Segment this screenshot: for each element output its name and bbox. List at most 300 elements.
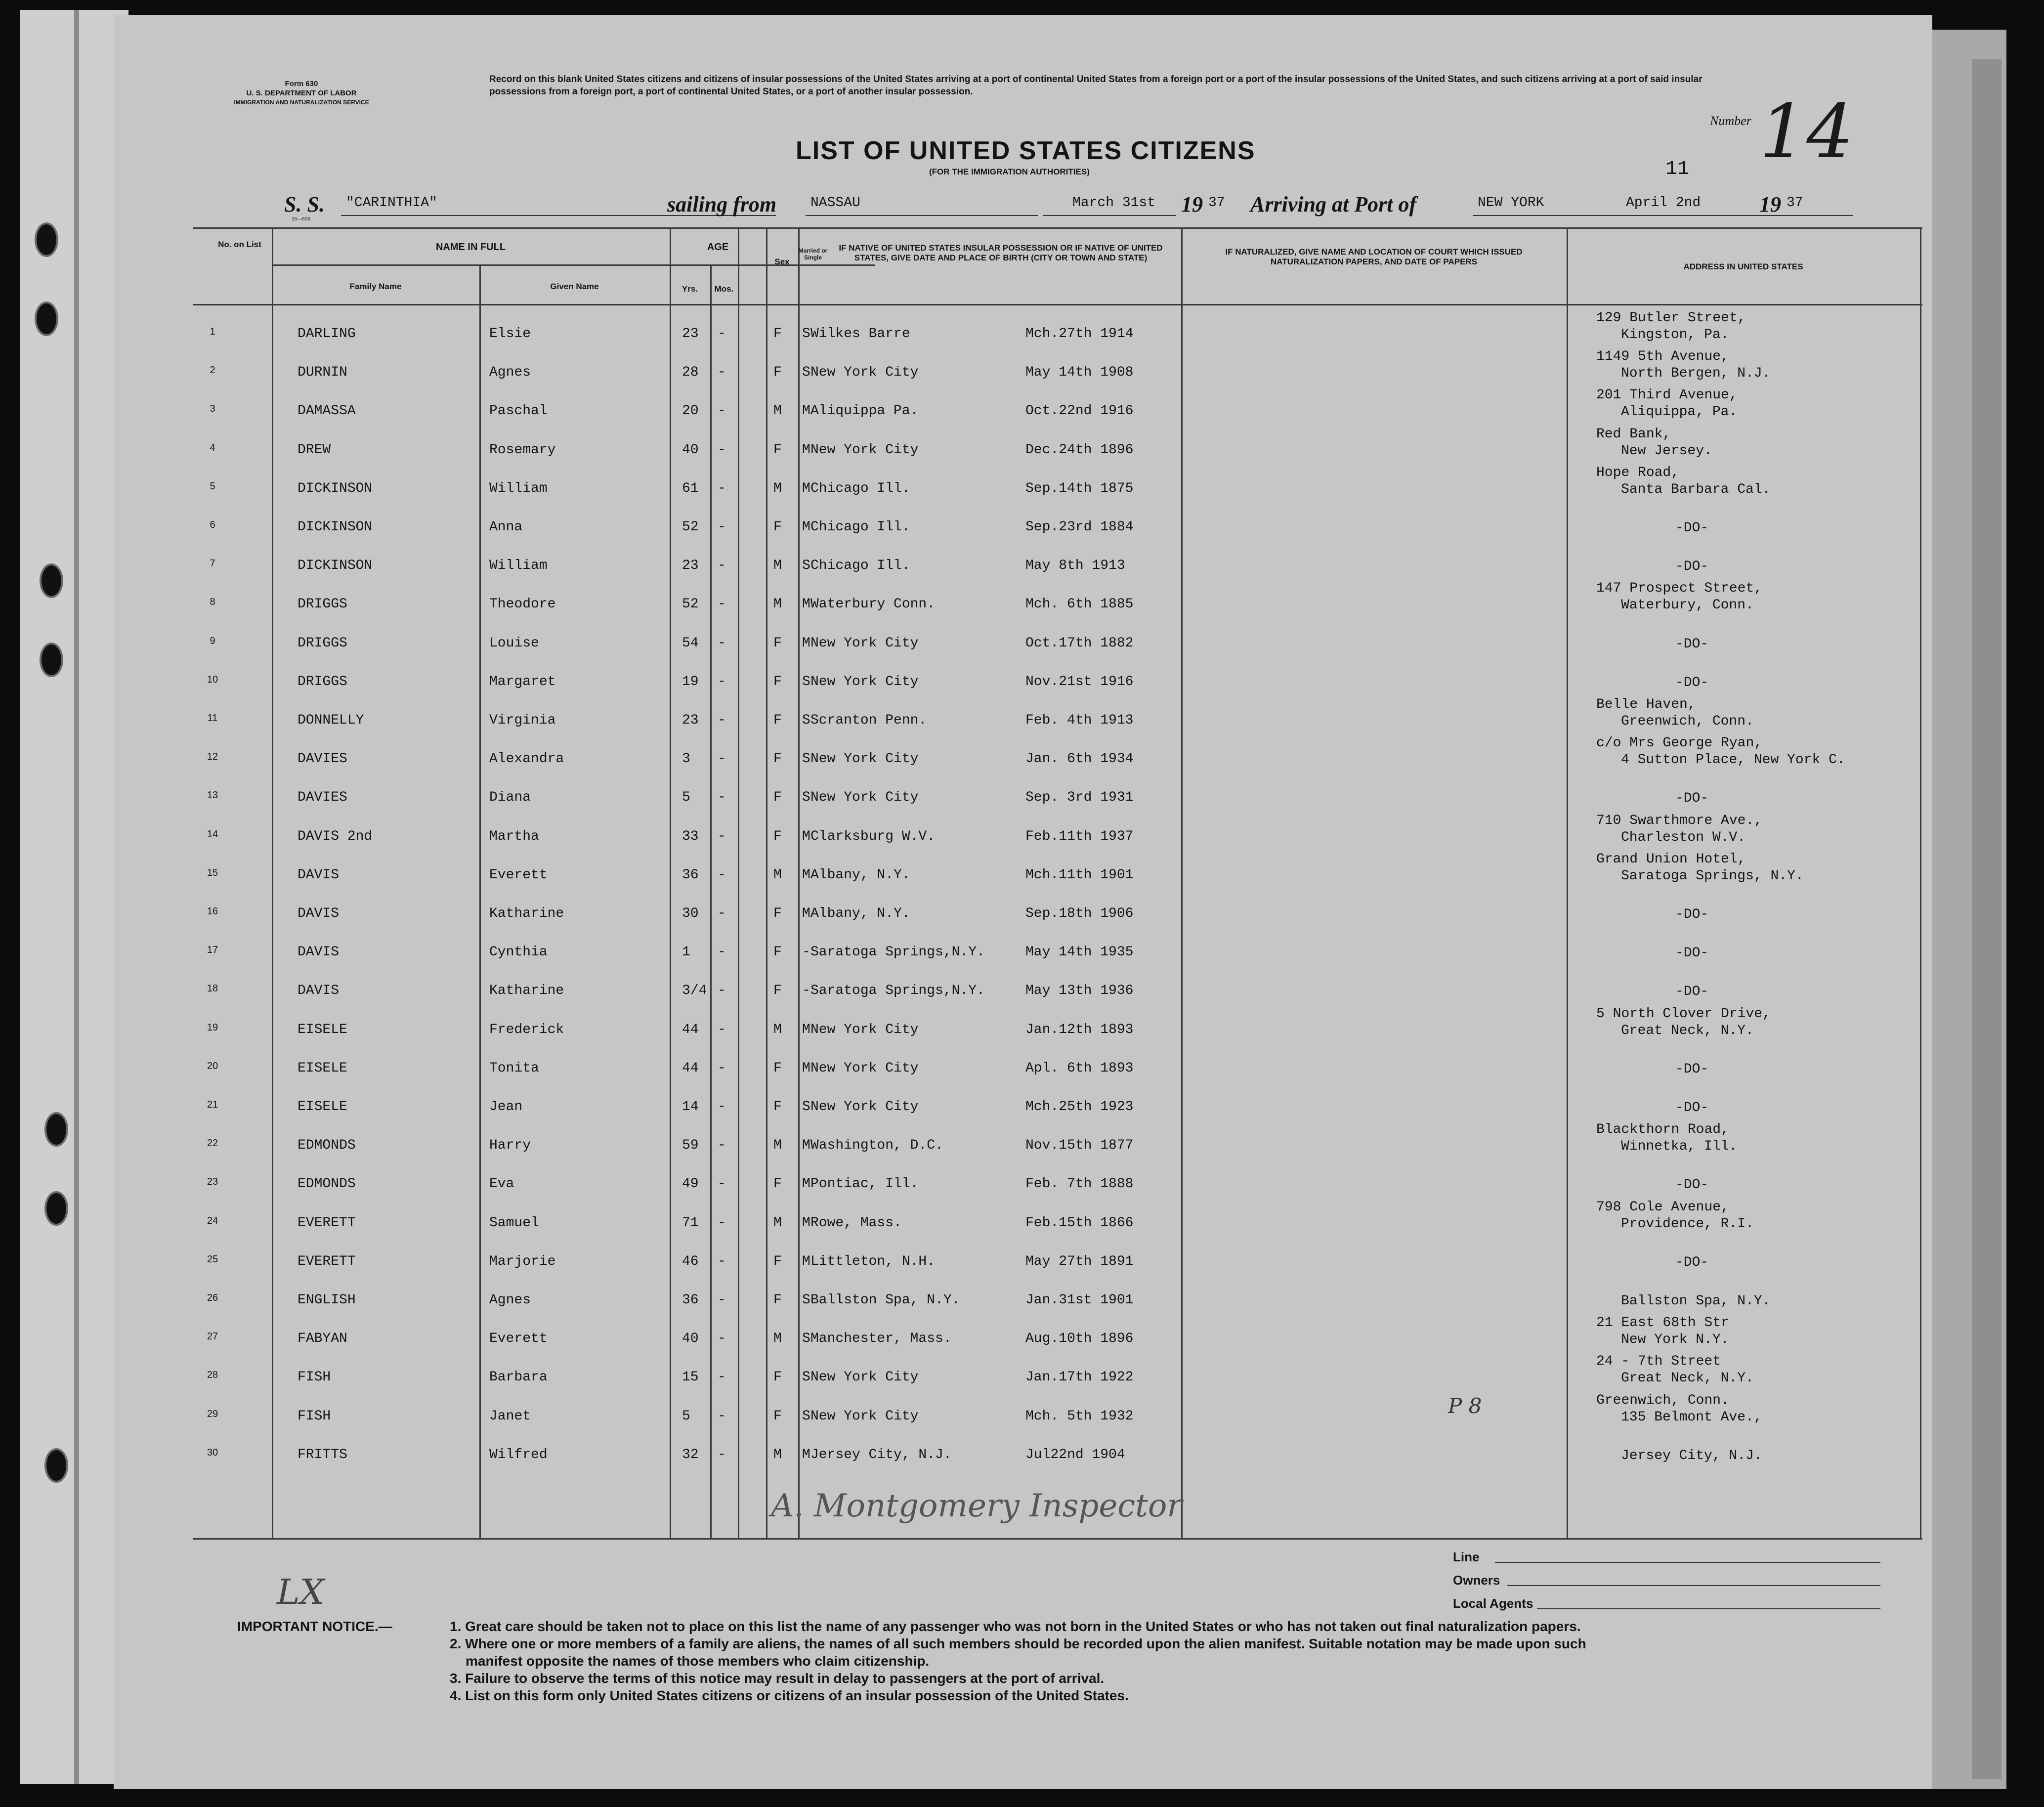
birth-place: New York City xyxy=(810,1099,919,1115)
sex: F xyxy=(773,906,782,921)
family-name: FISH xyxy=(298,1408,331,1424)
family-name: FABYAN xyxy=(298,1331,347,1347)
age-months: - xyxy=(718,983,726,999)
birth-date: Feb. 7th 1888 xyxy=(1025,1176,1134,1192)
age-months: - xyxy=(718,326,726,342)
row-number: 10 xyxy=(207,674,218,685)
sex: M xyxy=(773,597,782,612)
sex: F xyxy=(773,828,782,844)
address-line-2: Aliquippa, Pa. xyxy=(1621,404,1738,420)
family-name: DAMASSA xyxy=(298,403,356,419)
col-divider xyxy=(738,227,739,1540)
birth-place: New York City xyxy=(810,674,919,689)
marital-status: M xyxy=(802,1176,810,1192)
birth-place: Chicago Ill. xyxy=(810,558,910,574)
address-line-2: Great Neck, N.Y. xyxy=(1621,1023,1754,1038)
arrival-year: 37 xyxy=(1787,195,1803,211)
age-years: 52 xyxy=(682,519,699,535)
header-bottom-border xyxy=(193,304,1922,305)
given-name: Wilfred xyxy=(489,1447,548,1463)
age-years: 3 xyxy=(682,751,690,767)
family-name: DAVIS 2nd xyxy=(298,828,373,844)
header-birth: IF NATIVE OF UNITED STATES INSULAR POSSESSION OR IF NATIVE OF UNITED STATES, GIVE DATE AND PLACE OF BIRTH (CITY OR TOWN AND STATE) xyxy=(839,243,1163,262)
ship-name: "CARINTHIA" xyxy=(346,195,437,211)
family-name: EISELE xyxy=(298,1022,347,1037)
birth-date: May 8th 1913 xyxy=(1025,558,1125,574)
binder-hole xyxy=(35,222,58,257)
address-line-2: Santa Barbara Cal. xyxy=(1621,481,1771,497)
header-family-name: Family Name xyxy=(349,282,402,291)
sex: F xyxy=(773,635,782,651)
row-number: 16 xyxy=(207,906,218,917)
address-line-2: -DO- xyxy=(1675,907,1709,922)
col-divider xyxy=(479,264,481,1540)
birth-date: Mch.27th 1914 xyxy=(1025,326,1134,342)
departure-year-prefix: 19 xyxy=(1181,192,1203,216)
birth-date: Sep. 3rd 1931 xyxy=(1025,790,1134,806)
birth-place: Saratoga Springs,N.Y. xyxy=(810,945,985,960)
given-name: William xyxy=(489,480,548,496)
age-years: 15 xyxy=(682,1370,699,1385)
given-name: Anna xyxy=(489,519,523,535)
row-number: 2 xyxy=(210,365,215,376)
age-months: - xyxy=(718,1447,726,1463)
sex: F xyxy=(773,1292,782,1308)
birth-date: May 14th 1935 xyxy=(1025,945,1134,960)
family-name: DARLING xyxy=(298,326,356,342)
record-instructions: Record on this blank United States citizens and citizens of insular possessions of the United States arriving at a port of continental United States from a foreign port or a port of the insular possessions of the United States, and such citizens arriving at a port of said insular possessions from a foreign port, a port of continental United States, or a port of another insular possession. xyxy=(489,74,1703,97)
row-number: 18 xyxy=(207,983,218,994)
page-note: P 8 xyxy=(1448,1394,1482,1418)
marital-status: S xyxy=(802,1370,810,1385)
marital-status: M xyxy=(802,1060,810,1076)
row-number: 6 xyxy=(210,519,215,530)
age-months: - xyxy=(718,403,726,419)
birth-date: Apl. 6th 1893 xyxy=(1025,1060,1134,1076)
address-line-2: 4 Sutton Place, New York C. xyxy=(1621,752,1845,768)
marital-status: M xyxy=(802,519,810,535)
address-line-2: -DO- xyxy=(1675,1254,1709,1270)
form-number: Form 630 xyxy=(285,80,318,88)
birth-place: New York City xyxy=(810,790,919,806)
birth-date: Jul22nd 1904 xyxy=(1025,1447,1125,1463)
address-line-2: -DO- xyxy=(1675,636,1709,652)
family-name: DICKINSON xyxy=(298,480,373,496)
address-line-2: -DO- xyxy=(1675,946,1709,961)
marital-status: S xyxy=(802,751,810,767)
page-subtitle: (FOR THE IMMIGRATION AUTHORITIES) xyxy=(929,167,1090,176)
age-years: 1 xyxy=(682,945,690,960)
address-line-1: 1149 5th Avenue, xyxy=(1596,349,1729,365)
marital-status: S xyxy=(802,713,810,728)
row-number: 1 xyxy=(210,326,215,337)
marital-status: M xyxy=(802,597,810,612)
age-months: - xyxy=(718,519,726,535)
birth-date: Aug.10th 1896 xyxy=(1025,1331,1134,1347)
sex: F xyxy=(773,674,782,689)
age-years: 14 xyxy=(682,1099,699,1115)
owners-label: Owners xyxy=(1453,1573,1500,1588)
address-line-2: 135 Belmont Ave., xyxy=(1621,1409,1762,1425)
marital-status: M xyxy=(802,1022,810,1037)
address-line-2: Saratoga Springs, N.Y. xyxy=(1621,868,1804,884)
sex: M xyxy=(773,1022,782,1037)
family-name: DREW xyxy=(298,442,331,458)
family-name: DICKINSON xyxy=(298,558,373,574)
address-line-2: Winnetka, Ill. xyxy=(1621,1139,1738,1155)
arrival-date: April 2nd xyxy=(1626,195,1701,211)
family-name: EDMONDS xyxy=(298,1176,356,1192)
age-months: - xyxy=(718,365,726,381)
col-divider xyxy=(766,227,767,1540)
marital-status: S xyxy=(802,365,810,381)
given-name: Tonita xyxy=(489,1060,539,1076)
sailing-label: sailing from xyxy=(667,192,777,216)
sex: F xyxy=(773,790,782,806)
given-name: Harry xyxy=(489,1138,531,1154)
notice-item: manifest opposite the names of those members who claim citizenship. xyxy=(466,1653,930,1669)
col-divider xyxy=(272,227,273,1540)
given-name: Diana xyxy=(489,790,531,806)
col-divider xyxy=(710,264,712,1540)
given-name: Agnes xyxy=(489,365,531,381)
sex: F xyxy=(773,1099,782,1115)
sex: M xyxy=(773,558,782,574)
marital-status: M xyxy=(802,1253,810,1269)
age-years: 52 xyxy=(682,597,699,612)
birth-place: Wilkes Barre xyxy=(810,326,910,342)
birth-place: New York City xyxy=(810,751,919,767)
age-years: 30 xyxy=(682,906,699,921)
marital-status: M xyxy=(802,480,810,496)
binder-hole xyxy=(40,643,63,677)
col-divider xyxy=(1567,227,1568,1540)
address-line-2: New Jersey. xyxy=(1621,443,1712,459)
birth-date: Oct.17th 1882 xyxy=(1025,635,1134,651)
row-number: 14 xyxy=(207,828,218,840)
given-name: Paschal xyxy=(489,403,548,419)
family-name: EVERETT xyxy=(298,1253,356,1269)
address-line-1: 798 Cole Avenue, xyxy=(1596,1199,1729,1215)
age-months: - xyxy=(718,790,726,806)
address-line-2: -DO- xyxy=(1675,1061,1709,1077)
sex: F xyxy=(773,1408,782,1424)
header-years: Yrs. xyxy=(681,284,698,294)
age-years: 33 xyxy=(682,828,699,844)
marital-status: S xyxy=(802,790,810,806)
address-line-2: -DO- xyxy=(1675,675,1709,690)
age-years: 59 xyxy=(682,1138,699,1154)
age-years: 28 xyxy=(682,365,699,381)
birth-place: New York City xyxy=(810,442,919,458)
header-naturalized: IF NATURALIZED, GIVE NAME AND LOCATION OF COURT WHICH ISSUED NATURALIZATION PAPERS, AND DATE OF PAPERS xyxy=(1225,247,1523,266)
birth-place: New York City xyxy=(810,1060,919,1076)
marital-status: S xyxy=(802,674,810,689)
sex: F xyxy=(773,1176,782,1192)
binder-hole xyxy=(44,1112,68,1147)
given-name: Alexandra xyxy=(489,751,564,767)
birth-date: Mch.11th 1901 xyxy=(1025,867,1134,883)
notice-label: IMPORTANT NOTICE.— xyxy=(237,1619,392,1634)
birth-place: New York City xyxy=(810,1370,919,1385)
birth-date: Jan. 6th 1934 xyxy=(1025,751,1134,767)
address-line-1: Hope Road, xyxy=(1596,465,1680,480)
marital-status: M xyxy=(802,403,810,419)
birth-place: Jersey City, N.J. xyxy=(810,1447,952,1463)
birth-date: Nov.15th 1877 xyxy=(1025,1138,1134,1154)
age-months: - xyxy=(718,1138,726,1154)
sex: M xyxy=(773,1138,782,1154)
sheet-number: 14 xyxy=(1759,89,1854,175)
birth-place: Aliquippa Pa. xyxy=(810,403,919,419)
birth-place: Washington, D.C. xyxy=(810,1138,943,1154)
address-line-1: 129 Butler Street, xyxy=(1596,310,1746,326)
age-years: 46 xyxy=(682,1253,699,1269)
marital-status: - xyxy=(802,983,810,999)
service-name: IMMIGRATION AND NATURALIZATION SERVICE xyxy=(234,99,369,106)
age-years: 3/4 xyxy=(682,983,707,999)
birth-place: Rowe, Mass. xyxy=(810,1215,902,1231)
line-label: Line xyxy=(1453,1549,1480,1564)
family-name: FISH xyxy=(298,1370,331,1385)
given-name: Barbara xyxy=(489,1370,548,1385)
birth-date: Feb.15th 1866 xyxy=(1025,1215,1134,1231)
row-number: 30 xyxy=(207,1447,218,1458)
row-number: 27 xyxy=(207,1331,218,1342)
birth-place: New York City xyxy=(810,365,919,381)
address-line-2: Waterbury, Conn. xyxy=(1621,598,1754,613)
sex: F xyxy=(773,442,782,458)
address-line-1: Greenwich, Conn. xyxy=(1596,1392,1729,1408)
age-months: - xyxy=(718,1060,726,1076)
marital-status: S xyxy=(802,326,810,342)
header-months: Mos. xyxy=(714,284,734,294)
birth-date: Mch.25th 1923 xyxy=(1025,1099,1134,1115)
age-months: - xyxy=(718,1408,726,1424)
sex: F xyxy=(773,1253,782,1269)
binder-hole xyxy=(44,1191,68,1226)
sex: F xyxy=(773,1060,782,1076)
departure-port: NASSAU xyxy=(810,195,860,211)
departure-date-line xyxy=(1043,215,1176,216)
row-number: 29 xyxy=(207,1408,218,1420)
ss-label: S. S. xyxy=(284,192,325,216)
address-line-1: Belle Haven, xyxy=(1596,697,1696,712)
sex: M xyxy=(773,867,782,883)
given-name: William xyxy=(489,558,548,574)
arrival-port: NEW YORK xyxy=(1478,195,1544,211)
address-line-2: Ballston Spa, N.Y. xyxy=(1621,1293,1771,1309)
given-name: Eva xyxy=(489,1176,514,1192)
address-line-1: Red Bank, xyxy=(1596,426,1671,442)
marital-status: M xyxy=(802,1138,810,1154)
age-months: - xyxy=(718,1176,726,1192)
row-number: 22 xyxy=(207,1138,218,1149)
given-name: Janet xyxy=(489,1408,531,1424)
departure-date: March 31st xyxy=(1072,195,1156,211)
header-name-in-full: NAME IN FULL xyxy=(435,242,506,253)
address-line-1: 147 Prospect Street, xyxy=(1596,581,1763,597)
birth-date: Nov.21st 1916 xyxy=(1025,674,1134,689)
col-divider xyxy=(1181,227,1183,1540)
age-months: - xyxy=(718,1099,726,1115)
birth-date: May 27th 1891 xyxy=(1025,1253,1134,1269)
birth-place: Waterbury Conn. xyxy=(810,597,936,612)
given-name: Everett xyxy=(489,867,548,883)
birth-date: Jan.12th 1893 xyxy=(1025,1022,1134,1037)
birth-place: Chicago Ill. xyxy=(810,480,910,496)
birth-date: Dec.24th 1896 xyxy=(1025,442,1134,458)
owners-field xyxy=(1507,1585,1880,1586)
age-years: 49 xyxy=(682,1176,699,1192)
row-number: 15 xyxy=(207,867,218,878)
number-label: Number xyxy=(1710,114,1751,128)
age-months: - xyxy=(718,751,726,767)
row-number: 13 xyxy=(207,790,218,801)
age-years: 23 xyxy=(682,326,699,342)
birth-place: Albany, N.Y. xyxy=(810,867,910,883)
departure-year: 37 xyxy=(1208,195,1225,211)
marital-status: M xyxy=(802,442,810,458)
sex: M xyxy=(773,1215,782,1231)
printer-note: 16—606 xyxy=(292,216,310,222)
sex: F xyxy=(773,713,782,728)
birth-date: May 14th 1908 xyxy=(1025,365,1134,381)
age-years: 20 xyxy=(682,403,699,419)
marital-status: M xyxy=(802,867,810,883)
age-months: - xyxy=(718,558,726,574)
age-months: - xyxy=(718,674,726,689)
birth-date: Sep.23rd 1884 xyxy=(1025,519,1134,535)
address-line-1: Grand Union Hotel, xyxy=(1596,851,1746,867)
birth-date: Feb.11th 1937 xyxy=(1025,828,1134,844)
adjacent-page-edge xyxy=(1972,59,2001,1779)
header-address: ADDRESS IN UNITED STATES xyxy=(1683,262,1803,271)
age-months: - xyxy=(718,635,726,651)
address-line-2: -DO- xyxy=(1675,791,1709,807)
margin-mark: LX xyxy=(277,1572,325,1612)
address-line-2: Greenwich, Conn. xyxy=(1621,714,1754,729)
notice-item: 3. Failure to observe the terms of this notice may result in delay to passengers at the port of arrival. xyxy=(450,1671,1105,1686)
notice-item: 4. List on this form only United States citizens or citizens of an insular possession of the United States. xyxy=(450,1688,1129,1703)
age-months: - xyxy=(718,480,726,496)
family-name: EISELE xyxy=(298,1060,347,1076)
address-line-2: -DO- xyxy=(1675,559,1709,575)
birth-date: Mch. 6th 1885 xyxy=(1025,597,1134,612)
row-number: 5 xyxy=(210,480,215,492)
age-years: 19 xyxy=(682,674,699,689)
family-name: DRIGGS xyxy=(298,674,347,689)
age-years: 44 xyxy=(682,1022,699,1037)
age-years: 71 xyxy=(682,1215,699,1231)
arriving-label: Arriving at Port of xyxy=(1250,192,1417,216)
sex: M xyxy=(773,403,782,419)
binder-hole xyxy=(40,563,63,598)
family-name: DAVIS xyxy=(298,867,340,883)
row-number: 24 xyxy=(207,1215,218,1226)
birth-place: Chicago Ill. xyxy=(810,519,910,535)
birth-place: Saratoga Springs,N.Y. xyxy=(810,983,985,999)
address-line-1: 710 Swarthmore Ave., xyxy=(1596,813,1763,828)
address-line-1: Blackthorn Road, xyxy=(1596,1122,1729,1138)
age-years: 32 xyxy=(682,1447,699,1463)
notice-item: 1. Great care should be taken not to place on this list the name of any passenger who was not born in the United States or who has not taken out final naturalization papers. xyxy=(450,1619,1581,1634)
given-name: Katharine xyxy=(489,906,564,921)
row-number: 23 xyxy=(207,1176,218,1188)
marital-status: M xyxy=(802,1215,810,1231)
departure-port-line xyxy=(806,215,1038,216)
marital-status: S xyxy=(802,1099,810,1115)
family-name: DICKINSON xyxy=(298,519,373,535)
address-line-2: Jersey City, N.J. xyxy=(1621,1448,1762,1463)
given-name: Rosemary xyxy=(489,442,556,458)
age-years: 23 xyxy=(682,558,699,574)
birth-place: New York City xyxy=(810,635,919,651)
family-name: ENGLISH xyxy=(298,1292,356,1308)
department-name: U. S. DEPARTMENT OF LABOR xyxy=(246,89,357,97)
age-months: - xyxy=(718,1292,726,1308)
age-months: - xyxy=(718,828,726,844)
line-field xyxy=(1495,1562,1880,1563)
birth-date: May 13th 1936 xyxy=(1025,983,1134,999)
birth-date: Sep.18th 1906 xyxy=(1025,906,1134,921)
marital-status: M xyxy=(802,906,810,921)
birth-place: Manchester, Mass. xyxy=(810,1331,952,1347)
header-married-single: Married or Single xyxy=(798,247,828,261)
address-line-1: 5 North Clover Drive, xyxy=(1596,1006,1771,1022)
age-years: 40 xyxy=(682,1331,699,1347)
given-name: Cynthia xyxy=(489,945,548,960)
birth-place: New York City xyxy=(810,1022,919,1037)
age-years: 5 xyxy=(682,790,690,806)
sex: F xyxy=(773,519,782,535)
birth-place: Littleton, N.H. xyxy=(810,1253,936,1269)
family-name: DAVIES xyxy=(298,790,347,806)
marital-status: M xyxy=(802,1447,810,1463)
age-years: 44 xyxy=(682,1060,699,1076)
col-divider xyxy=(798,227,800,1540)
address-line-1: c/o Mrs George Ryan, xyxy=(1596,735,1763,751)
address-line-1: 21 East 68th Str xyxy=(1596,1315,1729,1331)
given-name: Elsie xyxy=(489,326,531,342)
row-number: 3 xyxy=(210,403,215,415)
arrival-date-line xyxy=(1621,215,1853,216)
binder-hole xyxy=(35,301,58,336)
given-name: Louise xyxy=(489,635,539,651)
marital-status: S xyxy=(802,1408,810,1424)
col-divider xyxy=(1920,227,1921,1540)
table-bottom-border xyxy=(193,1538,1922,1540)
marital-status: M xyxy=(802,828,810,844)
family-name: DAVIS xyxy=(298,906,340,921)
given-name: Katharine xyxy=(489,983,564,999)
age-years: 40 xyxy=(682,442,699,458)
address-line-2: Kingston, Pa. xyxy=(1621,327,1729,343)
marital-status: S xyxy=(802,558,810,574)
binder-hole xyxy=(44,1448,68,1483)
birth-date: Feb. 4th 1913 xyxy=(1025,713,1134,728)
address-line-2: -DO- xyxy=(1675,1100,1709,1116)
page-number: 11 xyxy=(1665,158,1690,180)
given-name: Frederick xyxy=(489,1022,564,1037)
row-number: 25 xyxy=(207,1253,218,1265)
given-name: Virginia xyxy=(489,713,556,728)
agents-field xyxy=(1537,1608,1880,1609)
age-months: - xyxy=(718,597,726,612)
row-number: 12 xyxy=(207,751,218,763)
birth-date: Jan.31st 1901 xyxy=(1025,1292,1134,1308)
family-name: FRITTS xyxy=(298,1447,347,1463)
